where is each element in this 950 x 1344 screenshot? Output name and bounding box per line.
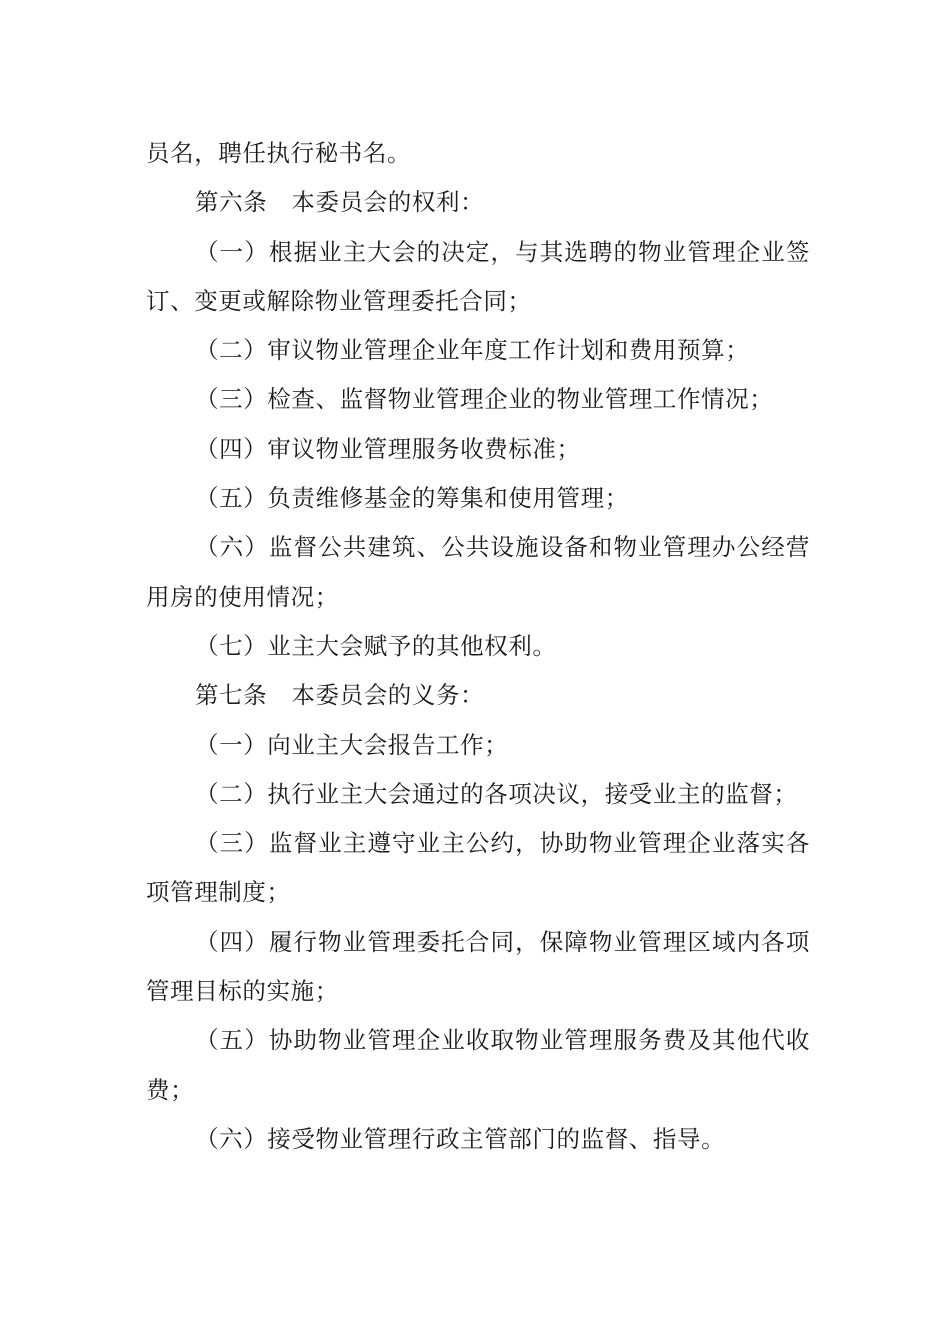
article-6-item-6: （六）监督公共建筑、公共设施设备和物业管理办公经营用房的使用情况； [146, 533, 810, 611]
article-6-heading: 第六条 本委员会的权利： [195, 188, 485, 217]
article-7-item-2: （二）执行业主大会通过的各项决议，接受业主的监督； [195, 779, 798, 808]
article-7-item-6: （六）接受物业管理行政主管部门的监督、指导。 [195, 1124, 726, 1153]
article-6-item-4: （四）审议物业管理服务收费标准； [195, 434, 581, 463]
article-7-item-5: （五）协助物业管理企业收取物业管理服务费及其他代收费； [146, 1026, 810, 1104]
article-6-item-1: （一）根据业主大会的决定，与其选聘的物业管理企业签订、变更或解除物业管理委托合同； [146, 237, 810, 315]
article-7-heading: 第七条 本委员会的义务： [195, 681, 485, 710]
article-7-item-3: （三）监督业主遵守业主公约，协助物业管理企业落实各项管理制度； [146, 829, 810, 907]
article-6-item-2: （二）审议物业管理企业年度工作计划和费用预算； [195, 336, 750, 365]
document-body [146, 129, 810, 1164]
article-6-item-7: （七）业主大会赋予的其他权利。 [195, 631, 557, 660]
article-6-item-5: （五）负责维修基金的筹集和使用管理； [195, 484, 629, 513]
article-7-item-4: （四）履行物业管理委托合同，保障物业管理区域内各项管理目标的实施； [146, 927, 810, 1006]
article-6-item-3: （三）检查、监督物业管理企业的物业管理工作情况； [195, 385, 774, 414]
article-7-item-1: （一）向业主大会报告工作； [195, 730, 509, 759]
paragraph-continuation: 员名，聘任执行秘书名。 [146, 139, 412, 167]
